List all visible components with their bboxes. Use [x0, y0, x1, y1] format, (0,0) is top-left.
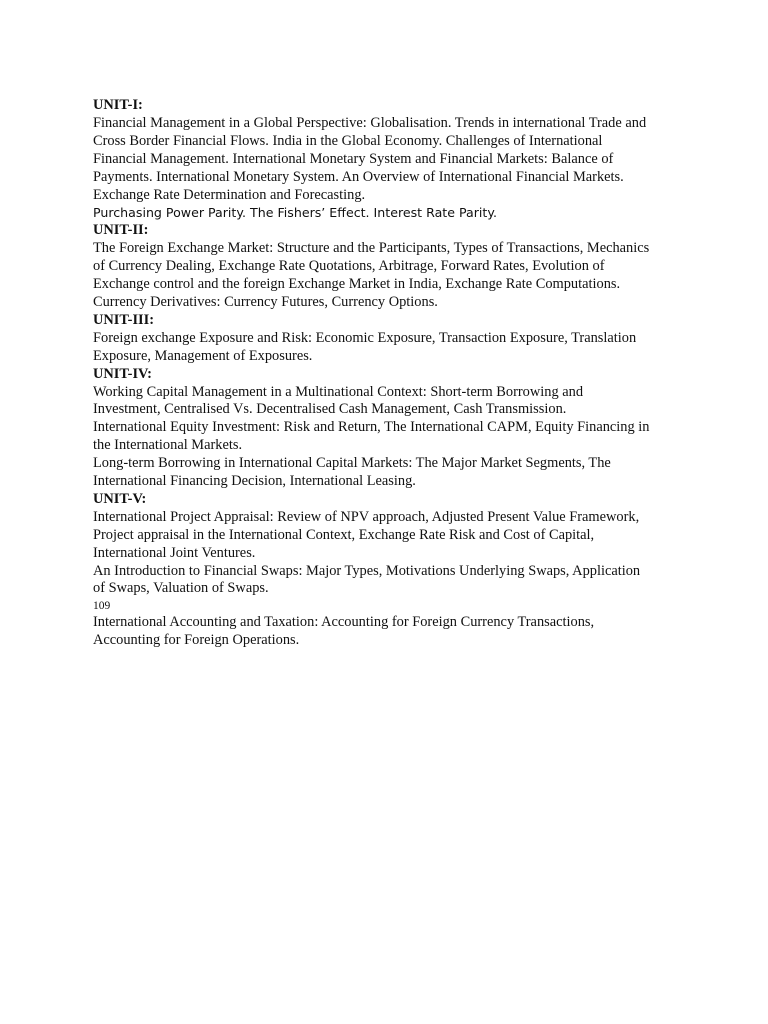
unit-1-paragraph-2: Purchasing Power Parity. The Fishers’ Effect. Interest Rate Parity.	[93, 205, 497, 221]
unit-1-paragraph-1: Financial Management in a Global Perspective: Globalisation. Trends in international Trade and Cross Border Financial Flows. India in the Global Economy. Challenges of International Financial Management. International Monetary System and Financial Markets: Balance of Payments. International Monetary System. An Overview of International Financial Markets. Exchange Rate Determination and Forecasting.	[93, 114, 647, 203]
syllabus-page	[93, 97, 653, 650]
unit-4-heading: UNIT-IV:	[93, 365, 152, 382]
unit-2-paragraph-2: Currency Derivatives: Currency Futures, Currency Options.	[93, 293, 438, 310]
unit-4-paragraph-3: Long-term Borrowing in International Capital Markets: The Major Market Segments, The International Financing Decision, International Leasing.	[93, 455, 611, 490]
unit-5-heading: UNIT-V:	[93, 490, 147, 507]
unit-2-heading: UNIT-II:	[93, 222, 149, 239]
unit-2-paragraph-1: The Foreign Exchange Market: Structure and the Participants, Types of Transactions, Mechanics of Currency Dealing, Exchange Rate Quotations, Arbitrage, Forward Rates, Evolution of Exchange control and the foreign Exchange Market in India, Exchange Rate Computations.	[93, 240, 650, 293]
unit-1-heading: UNIT-I:	[93, 97, 143, 113]
page-number: 109	[93, 600, 111, 613]
unit-4-paragraph-1: Working Capital Management in a Multinational Context: Short-term Borrowing and Investment, Centralised Vs. Decentralised Cash Management, Cash Transmission.	[93, 383, 584, 418]
unit-3-heading: UNIT-III:	[93, 311, 155, 328]
unit-3-paragraph-1: Foreign exchange Exposure and Risk: Economic Exposure, Transaction Exposure, Translation Exposure, Management of Exposures.	[93, 329, 637, 364]
unit-5-paragraph-1: International Project Appraisal: Review of NPV approach, Adjusted Present Value Framework, Project appraisal in the International Context, Exchange Rate Risk and Cost of Capital, International Joint Ventures.	[93, 508, 640, 561]
unit-5-paragraph-3: International Accounting and Taxation: Accounting for Foreign Currency Transactions, Accounting for Foreign Operations.	[93, 614, 595, 649]
unit-4-paragraph-2: International Equity Investment: Risk and Return, The International CAPM, Equity Financing in the International Markets.	[93, 419, 650, 454]
unit-5-paragraph-2: An Introduction to Financial Swaps: Major Types, Motivations Underlying Swaps, Application of Swaps, Valuation of Swaps.	[93, 562, 641, 597]
